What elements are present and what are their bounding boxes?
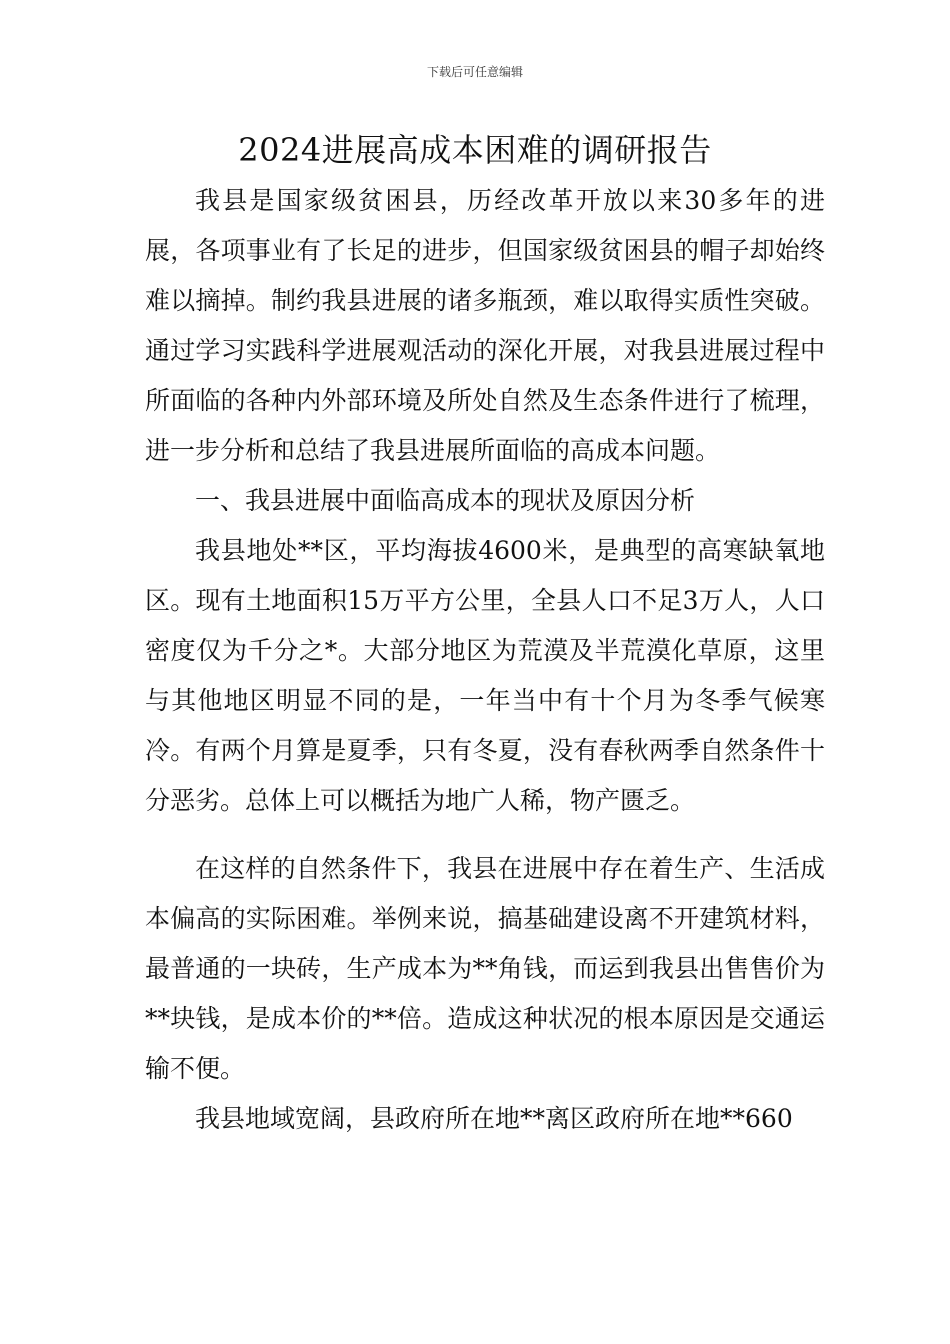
paragraph-cost: 在这样的自然条件下，我县在进展中存在着生产、生活成本偏高的实际困难。举例来说，搞基础建设离不开建筑材料，最普通的一块砖，生产成本为**角钱，而运到我县出售售价为**块钱，是成本价的**倍。造成这种状况的根本原因是交通运输不便。 xyxy=(145,854,825,1083)
document-body xyxy=(145,176,825,1144)
paragraph-territory: 我县地域宽阔，县政府所在地**离区政府所在地**660 xyxy=(195,1104,793,1133)
section-heading: 一、我县进展中面临高成本的现状及原因分析 xyxy=(195,486,696,515)
header-note: 下载后可任意编辑 xyxy=(426,65,523,79)
document-title: 2024进展高成本困难的调研报告 xyxy=(238,131,712,169)
paragraph-geography: 我县地处**区，平均海拔4600米，是典型的高寒缺氧地区。现有土地面积15万平方公里，全县人口不足3万人，人口密度仅为千分之*。大部分地区为荒漠及半荒漠化草原，这里与其他地区明显不同的是，一年当中有十个月为冬季气候寒冷。有两个月算是夏季，只有冬夏，没有春秋两季自然条件十分恶劣。总体上可以概括为地广人稀，物产匮乏。 xyxy=(145,536,825,815)
paragraph-intro: 我县是国家级贫困县，历经改革开放以来30多年的进展，各项事业有了长足的进步，但国家级贫困县的帽子却始终难以摘掉。制约我县进展的诸多瓶颈，难以取得实质性突破。通过学习实践科学进展观活动的深化开展，对我县进展过程中所面临的各种内外部环境及所处自然及生态条件进行了梳理，进一步分析和总结了我县进展所面临的高成本问题。 xyxy=(145,186,825,465)
